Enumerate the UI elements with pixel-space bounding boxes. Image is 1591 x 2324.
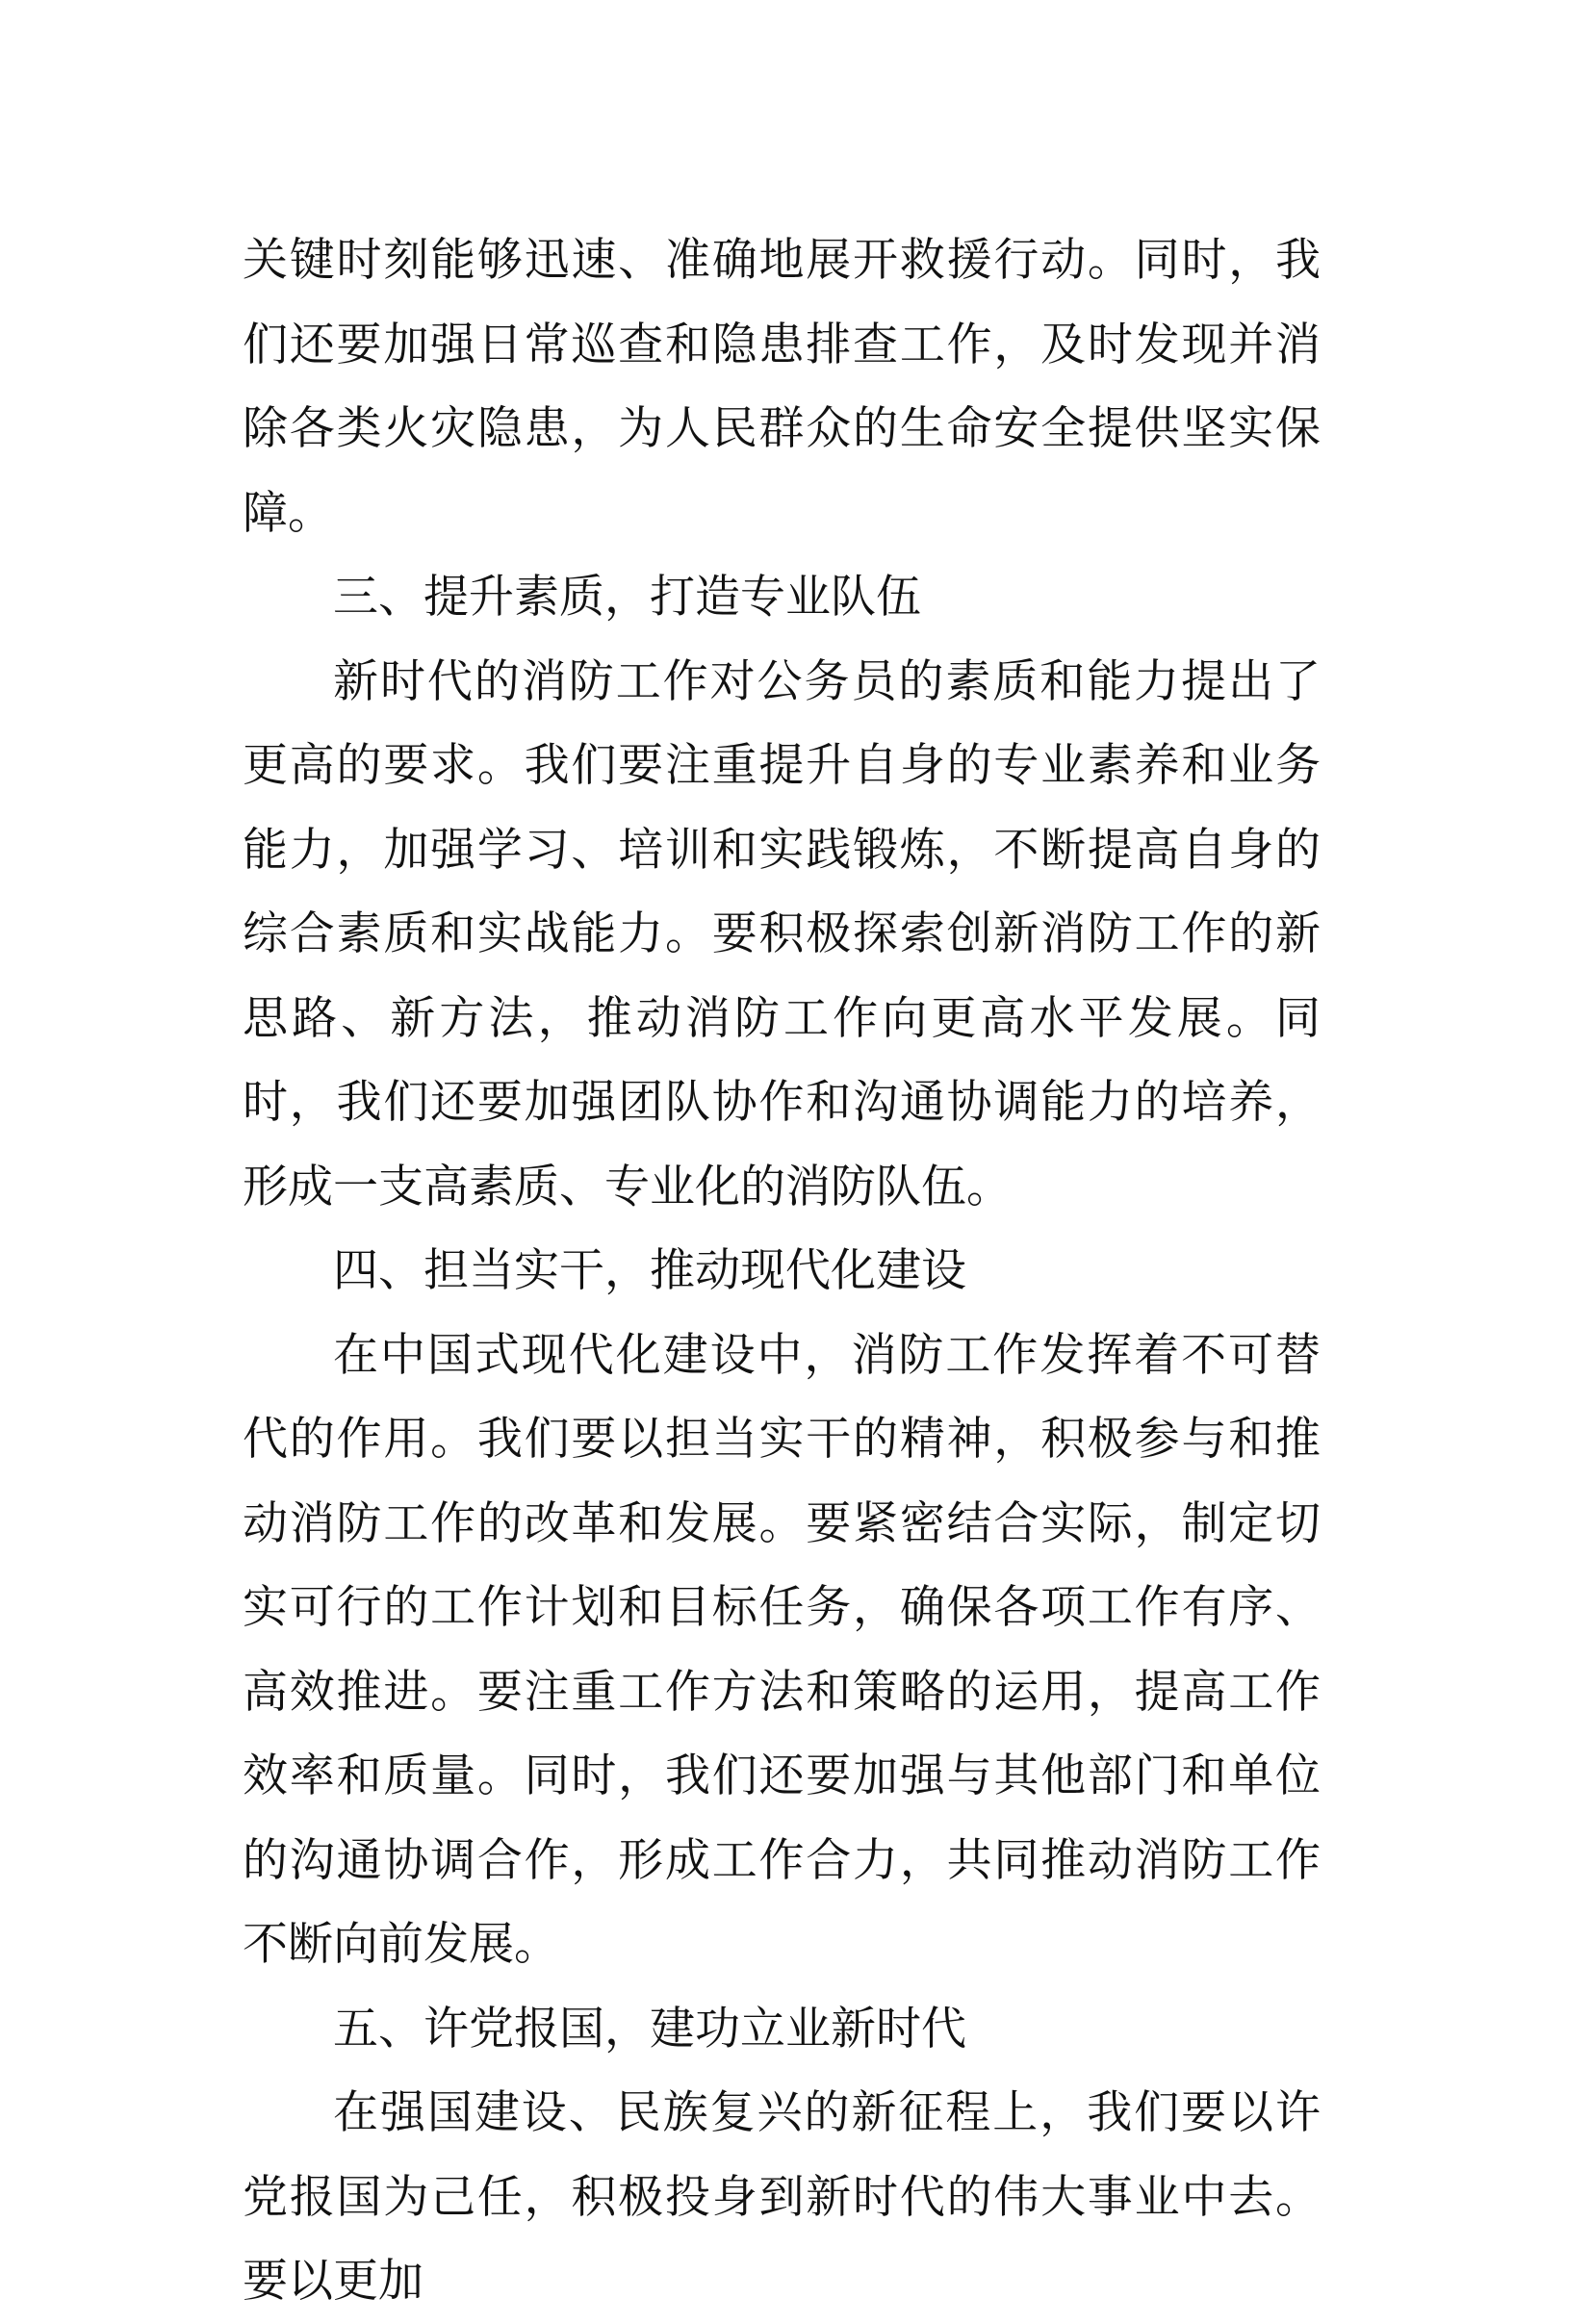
section-heading-3: 三、提升素质，打造专业队伍 <box>333 571 921 624</box>
section-paragraph-5: 在强国建设、民族复兴的新征程上，我们要以许党报国为己任，积极投身到新时代的伟大事业中去。要以更加 <box>243 2086 1321 2308</box>
section-paragraph-3: 新时代的消防工作对公务员的素质和能力提出了更高的要求。我们要注重提升自身的专业素养和业务能力，加强学习、培训和实践锻炼，不断提高自身的综合素质和实战能力。要积极探索创新消防工作的新思路、新方法，推动消防工作向更高水平发展。同时，我们还要加强团队协作和沟通协调能力的培养，形成一支高素质、专业化的消防队伍。 <box>243 654 1321 1213</box>
section-paragraph-4: 在中国式现代化建设中，消防工作发挥着不可替代的作用。我们要以担当实干的精神，积极参与和推动消防工作的改革和发展。要紧密结合实际，制定切实可行的工作计划和目标任务，确保各项工作有序、高效推进。要注重工作方法和策略的运用，提高工作效率和质量。同时，我们还要加强与其他部门和单位的沟通协调合作，形成工作合力，共同推动消防工作不断向前发展。 <box>243 1328 1321 1971</box>
document-body <box>243 218 1321 2324</box>
paragraph-continued: 关键时刻能够迅速、准确地展开救援行动。同时，我们还要加强日常巡查和隐患排查工作，及时发现并消除各类火灾隐患，为人民群众的生命安全提供坚实保障。 <box>243 234 1321 540</box>
section-heading-5: 五、许党报国，建功立业新时代 <box>333 2002 966 2056</box>
section-heading-4: 四、担当实干，推动现代化建设 <box>333 1244 966 1297</box>
